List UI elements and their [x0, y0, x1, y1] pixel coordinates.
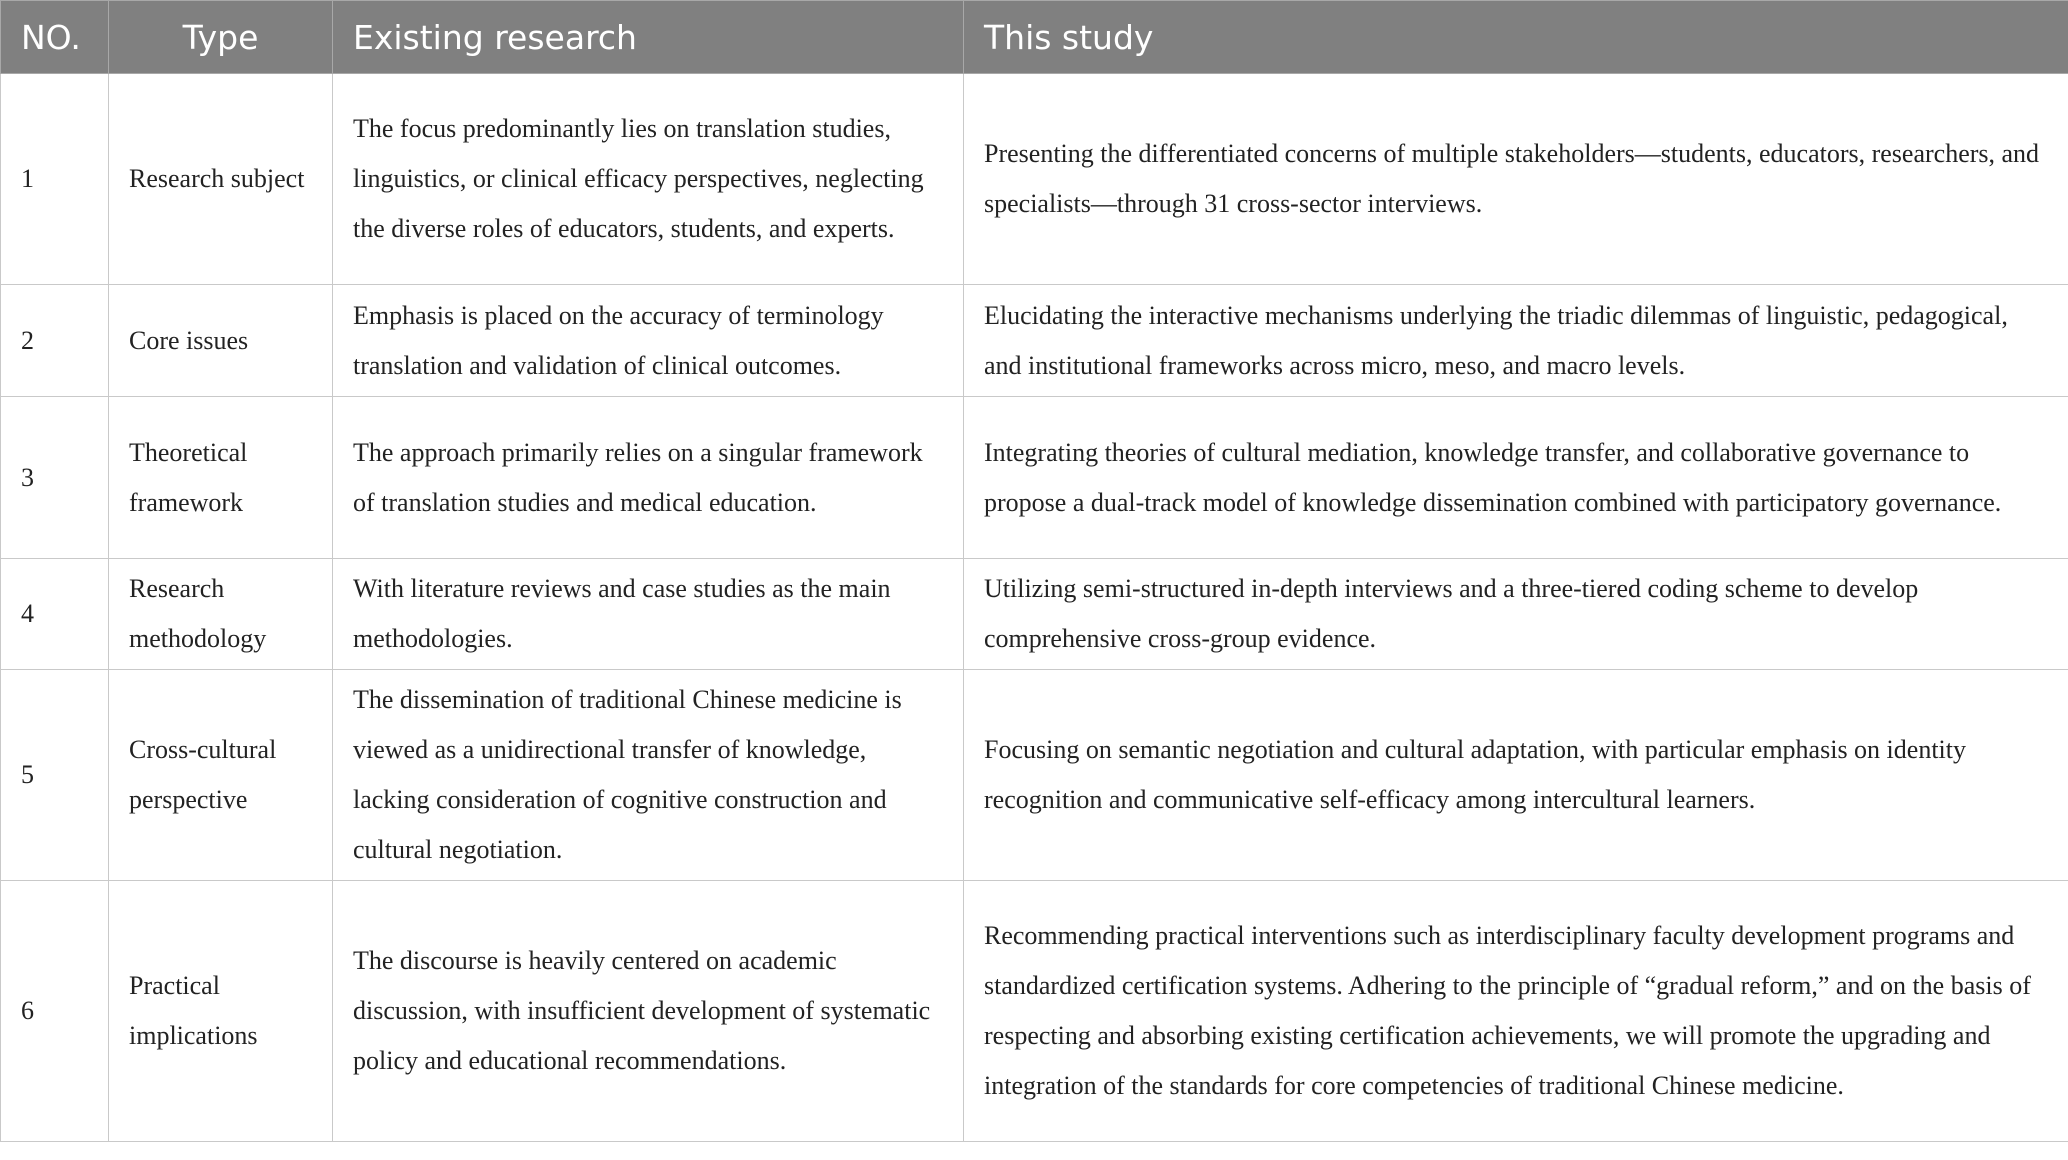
header-study: This study [964, 1, 2068, 74]
row-type: Research subject [109, 74, 333, 285]
existing-research-cell: The discourse is heavily centered on academic discussion, with insufficient development of systematic policy and educational recommendations. [333, 881, 964, 1142]
row-type: Practical implications [109, 881, 333, 1142]
row-type: Research methodology [109, 559, 333, 670]
existing-research-cell: Emphasis is placed on the accuracy of terminology translation and validation of clinical outcomes. [333, 285, 964, 397]
this-study-cell: Integrating theories of cultural mediation, knowledge transfer, and collaborative governance to propose a dual-track model of knowledge dissemination combined with participatory governance. [964, 397, 2068, 559]
row-number: 3 [1, 397, 109, 559]
this-study-cell: Presenting the differentiated concerns of multiple stakeholders—students, educators, researchers, and specialists—through 31 cross-sector interviews. [964, 74, 2068, 285]
row-type: Theoretical framework [109, 397, 333, 559]
row-number: 4 [1, 559, 109, 670]
this-study-cell: Recommending practical interventions such as interdisciplinary faculty development programs and standardized certification systems. Adhering to the principle of “gradual reform,” and on the basis of respecting and absorbing existing certification achievements, we will promote the upgrading and integration of the standards for core competencies of traditional Chinese medicine. [964, 881, 2068, 1142]
existing-research-cell: The focus predominantly lies on translation studies, linguistics, or clinical efficacy perspectives, neglecting the diverse roles of educators, students, and experts. [333, 74, 964, 285]
row-number: 6 [1, 881, 109, 1142]
existing-research-cell: The approach primarily relies on a singular framework of translation studies and medical education. [333, 397, 964, 559]
table-row [1, 881, 2068, 1142]
row-type: Core issues [109, 285, 333, 397]
row-type: Cross-cultural perspective [109, 670, 333, 881]
table-row [1, 74, 2068, 285]
header-type: Type [109, 1, 333, 74]
header-existing: Existing research [333, 1, 964, 74]
row-number: 5 [1, 670, 109, 881]
existing-research-cell: With literature reviews and case studies as the main methodologies. [333, 559, 964, 670]
this-study-cell: Elucidating the interactive mechanisms underlying the triadic dilemmas of linguistic, pedagogical, and institutional frameworks across micro, meso, and macro levels. [964, 285, 2068, 397]
table-row [1, 559, 2068, 670]
header-no: NO. [1, 1, 109, 74]
this-study-cell: Focusing on semantic negotiation and cultural adaptation, with particular emphasis on identity recognition and communicative self-efficacy among intercultural learners. [964, 670, 2068, 881]
row-number: 1 [1, 74, 109, 285]
table-row [1, 285, 2068, 397]
this-study-cell: Utilizing semi-structured in-depth interviews and a three-tiered coding scheme to develop comprehensive cross-group evidence. [964, 559, 2068, 670]
table-row [1, 670, 2068, 881]
table-row [1, 397, 2068, 559]
header-row [1, 1, 2068, 74]
existing-research-cell: The dissemination of traditional Chinese medicine is viewed as a unidirectional transfer of knowledge, lacking consideration of cognitive construction and cultural negotiation. [333, 670, 964, 881]
row-number: 2 [1, 285, 109, 397]
